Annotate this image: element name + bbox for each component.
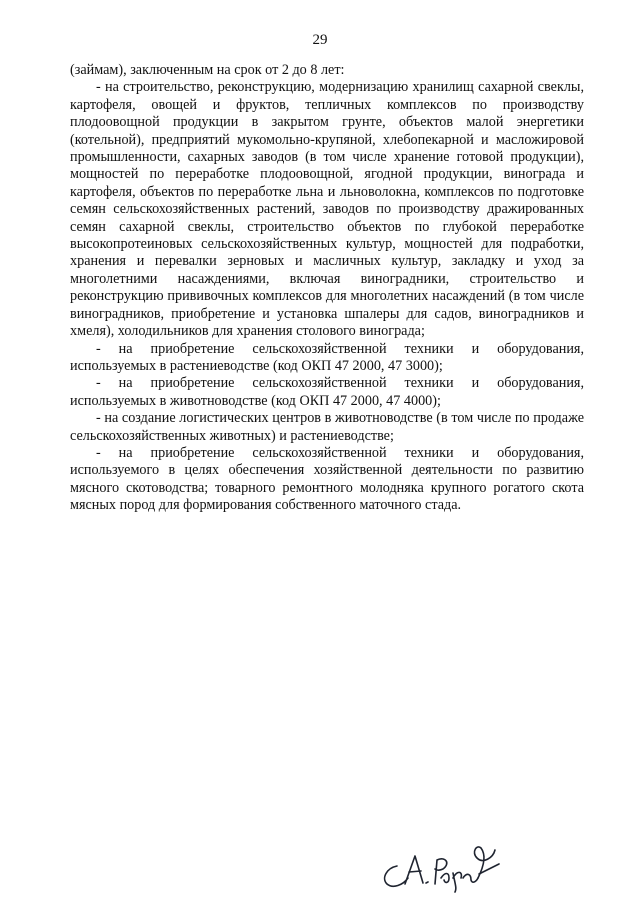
signature-icon [375, 838, 505, 894]
list-item-construction: - на строительство, реконструкцию, модернизацию хранилищ сахарной свеклы, картофеля, овощей и фруктов, тепличных комплексов по производству плодоовощной продукции в закрытом грунте, объектов малой энергетики (котельной), предприятий мукомольно-крупяной, хлебопекарной и масложировой промышленности, сахарных заводов (в том числе хранение готовой продукции), мощностей по переработке плодоовощной, ягодной продукции, винограда и картофеля, объектов по переработке льна и льноволокна, комплексов по подготовке семян сельскохозяйственных растений, заводов по производству дражированных семян сахарной свеклы, строительство объектов по глубокой переработке высокопротеиновых сельскохозяйственных культур, мощностей для подработки, хранения и перевалки зерновых и масличных культур, закладку и уход за многолетними насаждениями, включая виноградники, строительство и реконструкцию прививочных комплексов для многолетних насаждений (в том числе виноградников, приобретение и установка шпалеры для садов, виноградников и хмеля), холодильников для хранения столового винограда; [70, 79, 584, 340]
list-item-logistics-centers: - на создание логистических центров в животноводстве (в том числе по продаже сельскохозяйственных животных) и растениеводстве; [70, 410, 584, 444]
page-number: 29 [312, 32, 328, 48]
paragraph-intro: (займам), заключенным на срок от 2 до 8 лет: [70, 62, 345, 78]
document-body [70, 62, 584, 515]
list-item-livestock-equipment: - на приобретение сельскохозяйственной техники и оборудования, используемых в животноводстве (код ОКП 47 2000, 47 4000); [70, 375, 584, 409]
list-item-crop-equipment: - на приобретение сельскохозяйственной техники и оборудования, используемых в растениеводстве (код ОКП 47 2000, 47 3000); [70, 340, 584, 374]
list-item-beef-cattle: - на приобретение сельскохозяйственной техники и оборудования, используемого в целях обеспечения хозяйственной деятельности по развитию мясного скотоводства; товарного ремонтного молодняка крупного рогатого скота мясных пород для формирования собственного маточного стада. [70, 444, 584, 514]
